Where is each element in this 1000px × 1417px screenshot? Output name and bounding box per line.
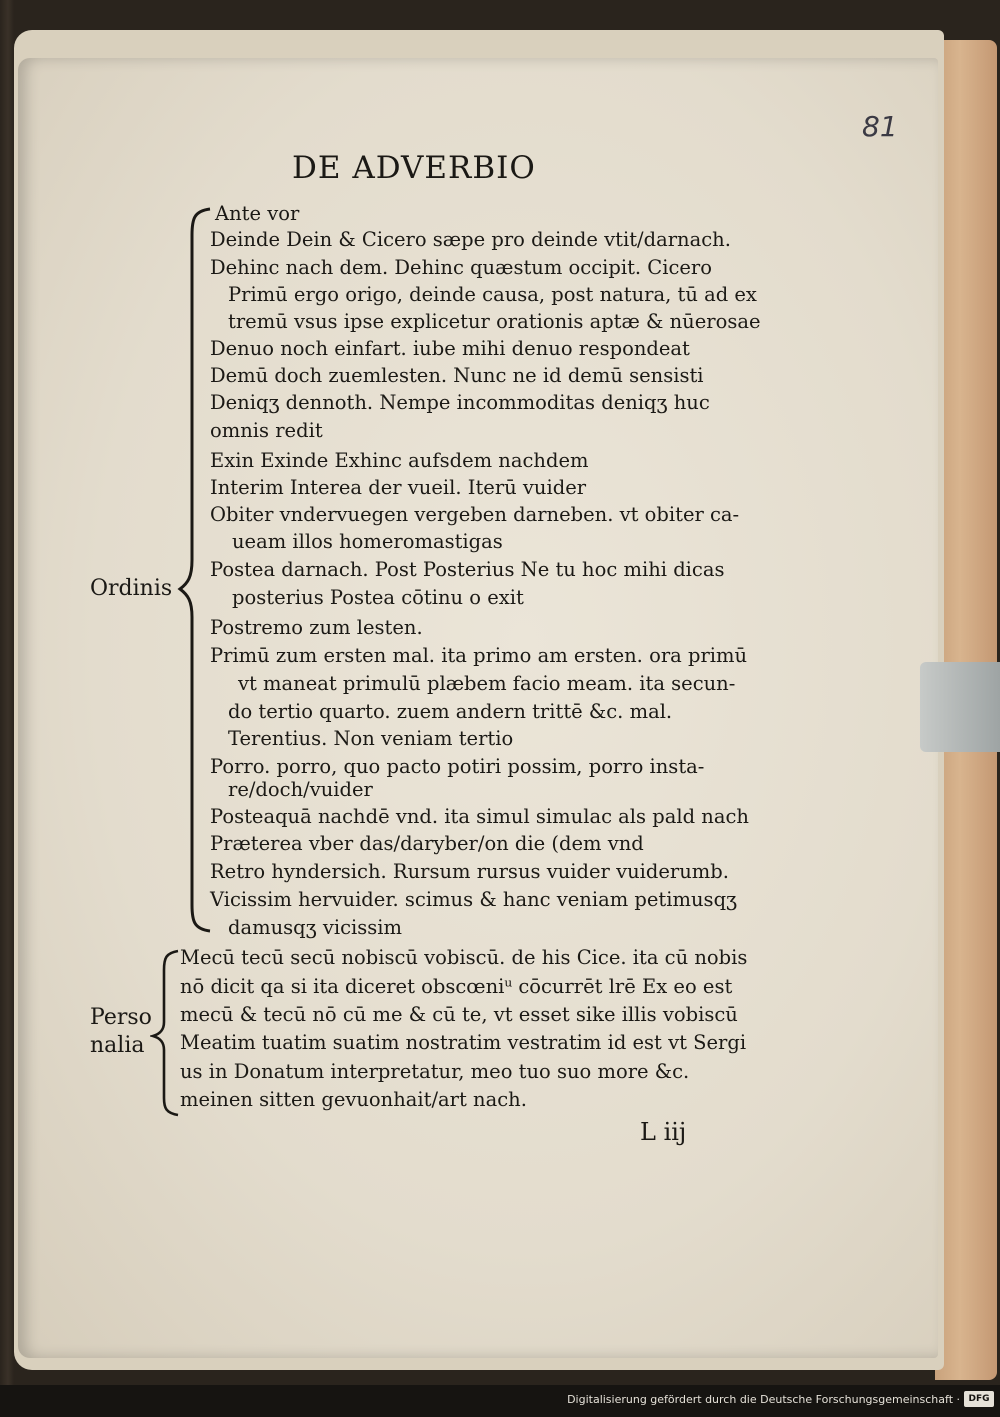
text-line: do tertio quarto. zuem andern trittē &c. mal. (228, 700, 673, 723)
ordinis-label: Ordinis (90, 576, 173, 601)
text-line: Obiter vndervuegen vergeben darneben. vt obiter ca- (210, 503, 740, 526)
ordinis-brace (176, 205, 212, 935)
text-line: Interim Interea der vueil. Iterū vuider (210, 476, 587, 499)
signature-mark: L iij (640, 1118, 687, 1146)
text-line: Denuo noch einfart. iube mihi denuo respondeat (210, 337, 690, 360)
footer-credit: Digitalisierung gefördert durch die Deutsche Forschungsgemeinschaft · (567, 1393, 960, 1406)
page-title: DE ADVERBIO (292, 150, 536, 186)
text-line: re/doch/vuider (228, 778, 373, 801)
text-line: Primū ergo origo, deinde causa, post natura, tū ad ex (228, 283, 757, 306)
text-line: Terentius. Non veniam tertio (228, 727, 514, 750)
text-line: Mecū tecū secū nobiscū vobiscū. de his Cice. ita cū nobis (180, 946, 748, 969)
text-line: Posteaquā nachdē vnd. ita simul simulac als pald nach (210, 805, 749, 828)
text-line: Deinde Dein & Cicero sæpe pro deinde vtit/darnach. (210, 228, 731, 251)
text-line: Meatim tuatim suatim nostratim vestratim id est vt Sergi (180, 1031, 747, 1054)
text-line: Demū doch zuemlesten. Nunc ne id demū sensisti (210, 364, 704, 387)
text-line: mecū & tecū nō cū me & cū te, vt esset sike illis vobiscū (180, 1003, 738, 1026)
personalia-label-part1: Perso (90, 1005, 152, 1030)
text-line: ueam illos homeromastigas (232, 530, 503, 553)
text-line: damusqʒ vicissim (228, 916, 403, 939)
text-line: us in Donatum interpretatur, meo tuo suo more &c. (180, 1060, 690, 1083)
personalia-brace (150, 948, 180, 1118)
text-line: Deniqʒ dennoth. Nempe incommoditas deniqʒ huc (210, 391, 710, 414)
bookmark-clip (920, 662, 1000, 752)
text-line: Præterea vber das/daryber/on die (dem vnd (210, 832, 644, 855)
text-line: Ante vor (215, 202, 300, 225)
text-line: Porro. porro, quo pacto potiri possim, porro insta- (210, 755, 705, 778)
personalia-label-part2: nalia (90, 1033, 145, 1058)
text-line: omnis redit (210, 419, 323, 442)
text-line: nō dicit qa si ita diceret obscœniᵘ cōcurrēt lrē Ex eo est (180, 975, 733, 998)
text-line: posterius Postea cōtinu o exit (232, 586, 524, 609)
dfg-logo: DFG (964, 1391, 994, 1407)
text-line: vt maneat primulū plæbem facio meam. ita secun- (238, 672, 736, 695)
text-line: Postea darnach. Post Posterius Ne tu hoc mihi dicas (210, 558, 725, 581)
text-line: Vicissim hervuider. scimus & hanc veniam petimusqʒ (210, 888, 738, 911)
text-line: Dehinc nach dem. Dehinc quæstum occipit. Cicero (210, 256, 712, 279)
text-line: Exin Exinde Exhinc aufsdem nachdem (210, 449, 589, 472)
text-line: tremū vsus ipse explicetur orationis aptæ & nūerosae (228, 310, 761, 333)
text-line: Primū zum ersten mal. ita primo am ersten. ora primū (210, 644, 748, 667)
text-line: Retro hyndersich. Rursum rursus vuider vuiderumb. (210, 860, 729, 883)
text-line: meinen sitten gevuonhait/art nach. (180, 1088, 527, 1111)
handwritten-folio: 81 (862, 110, 898, 143)
text-line: Postremo zum lesten. (210, 616, 423, 639)
